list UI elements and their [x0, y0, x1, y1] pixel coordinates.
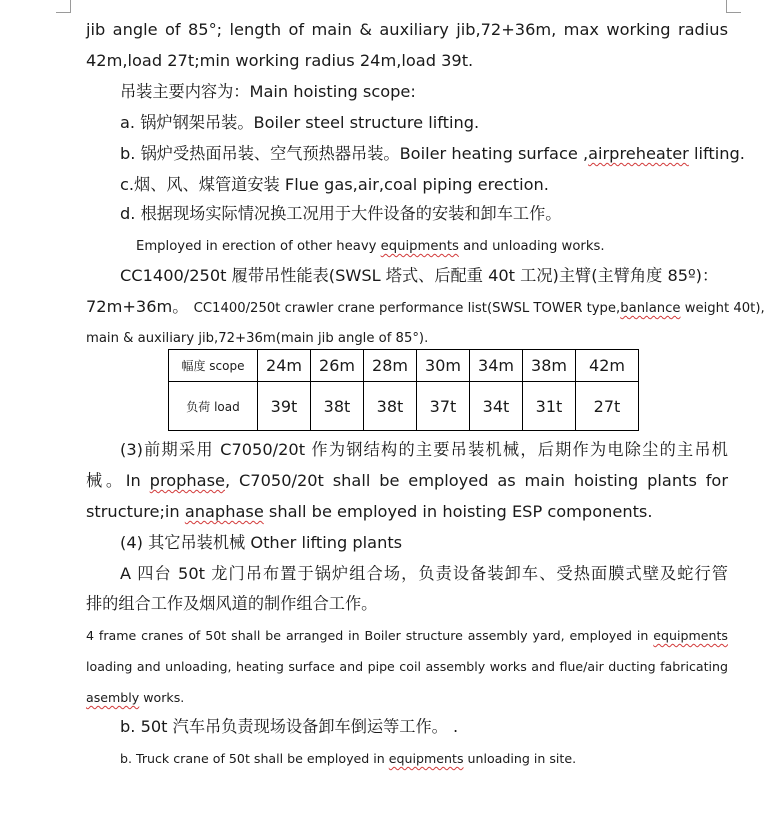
- table-cell-scope: 28m: [364, 350, 417, 382]
- paragraph-5-line-1: 4 frame cranes of 50t shall be arranged in Boiler structure assembly yard, employed in equipments: [86, 628, 728, 643]
- table-cell-load: 27t: [576, 382, 639, 431]
- table-cell-scope: 30m: [417, 350, 470, 382]
- table-cell-scope: 34m: [470, 350, 523, 382]
- spellcheck-word: equipments: [653, 628, 728, 643]
- table-cell-scope: 24m: [258, 350, 311, 382]
- table-cell-scope: 26m: [311, 350, 364, 382]
- paragraph-5-line-2: loading and unloading, heating surface and pipe coil assembly works and flue/air ducting fabricating: [86, 659, 728, 674]
- list-item-d: d. 根据现场实际情况换工况用于大件设备的安装和卸车工作。: [120, 204, 562, 223]
- performance-list-title-en: 72m+36m。 CC1400/250t crawler crane performance list(SWSL TOWER type,banlance weight 40t),: [86, 297, 765, 316]
- paragraph-line-1: jib angle of 85°; length of main & auxiliary jib,72+36m, max working radius: [86, 20, 728, 39]
- list-item-b-truck-crane: b. 50t 汽车吊负责现场设备卸车倒运等工作。 .: [120, 717, 459, 736]
- table-cell-load: 38t: [364, 382, 417, 431]
- performance-list-title-cn: CC1400/250t 履带吊性能表(SWSL 塔式、后配重 40t 工况)主臂(主臂角度 85º)：: [120, 266, 719, 285]
- hoisting-scope-heading: 吊装主要内容为：Main hoisting scope:: [120, 82, 416, 101]
- table-row-label: 幅度 scope: [169, 350, 258, 382]
- paragraph-4-line-2: 排的组合工作及烟风道的制作组合工作。: [86, 594, 378, 613]
- table-row-label: 负荷 load: [169, 382, 258, 431]
- table-row-load: [169, 382, 639, 431]
- table-cell-scope: 42m: [576, 350, 639, 382]
- list-item-d-translation: Employed in erection of other heavy equipments and unloading works.: [136, 239, 605, 254]
- spellcheck-word: banlance: [620, 301, 681, 316]
- table-cell-load: 37t: [417, 382, 470, 431]
- paragraph-4-line-1: A 四台 50t 龙门吊布置于锅炉组合场，负责设备装卸车、受热面膜式壁及蛇行管: [120, 564, 728, 583]
- performance-list-subtitle: main & auxiliary jib,72+36m(main jib angle of 85°).: [86, 331, 429, 346]
- table-cell-load: 31t: [523, 382, 576, 431]
- paragraph-3-line-1: (3)前期采用 C7050/20t 作为钢结构的主要吊装机械，后期作为电除尘的主吊机: [120, 440, 728, 459]
- table-cell-load: 34t: [470, 382, 523, 431]
- spellcheck-word: equipments: [388, 751, 464, 766]
- table-row-scope: [169, 350, 639, 382]
- page-corner-mark-right: [726, 0, 741, 13]
- spellcheck-word: airpreheater: [588, 144, 689, 163]
- paragraph-3-line-3: structure;in anaphase shall be employed in hoisting ESP components.: [86, 502, 653, 521]
- spellcheck-word: prophase: [149, 471, 225, 490]
- spellcheck-word: anaphase: [184, 502, 264, 521]
- list-item-c: c.烟、风、煤管道安装 Flue gas,air,coal piping erection.: [120, 175, 549, 194]
- table-cell-scope: 38m: [523, 350, 576, 382]
- crane-performance-table: [168, 349, 639, 431]
- paragraph-5-line-3: asembly works.: [86, 690, 185, 705]
- list-item-a: a. 锅炉钢架吊装。Boiler steel structure lifting.: [120, 113, 480, 132]
- spellcheck-word: equipments: [380, 239, 459, 254]
- spellcheck-word: asembly: [86, 690, 140, 705]
- list-item-b-truck-crane-translation: b. Truck crane of 50t shall be employed in equipments unloading in site.: [120, 751, 577, 766]
- table-cell-load: 38t: [311, 382, 364, 431]
- table-cell-load: 39t: [258, 382, 311, 431]
- page-corner-mark-left: [56, 0, 71, 13]
- other-lifting-plants-heading: (4) 其它吊装机械 Other lifting plants: [120, 533, 403, 552]
- paragraph-line-2: 42m,load 27t;min working radius 24m,load 39t.: [86, 51, 474, 70]
- list-item-b: b. 锅炉受热面吊装、空气预热器吊装。Boiler heating surface ,airpreheater lifting.: [120, 144, 745, 163]
- paragraph-3-line-2: 械。In prophase, C7050/20t shall be employed as main hoisting plants for: [86, 471, 728, 490]
